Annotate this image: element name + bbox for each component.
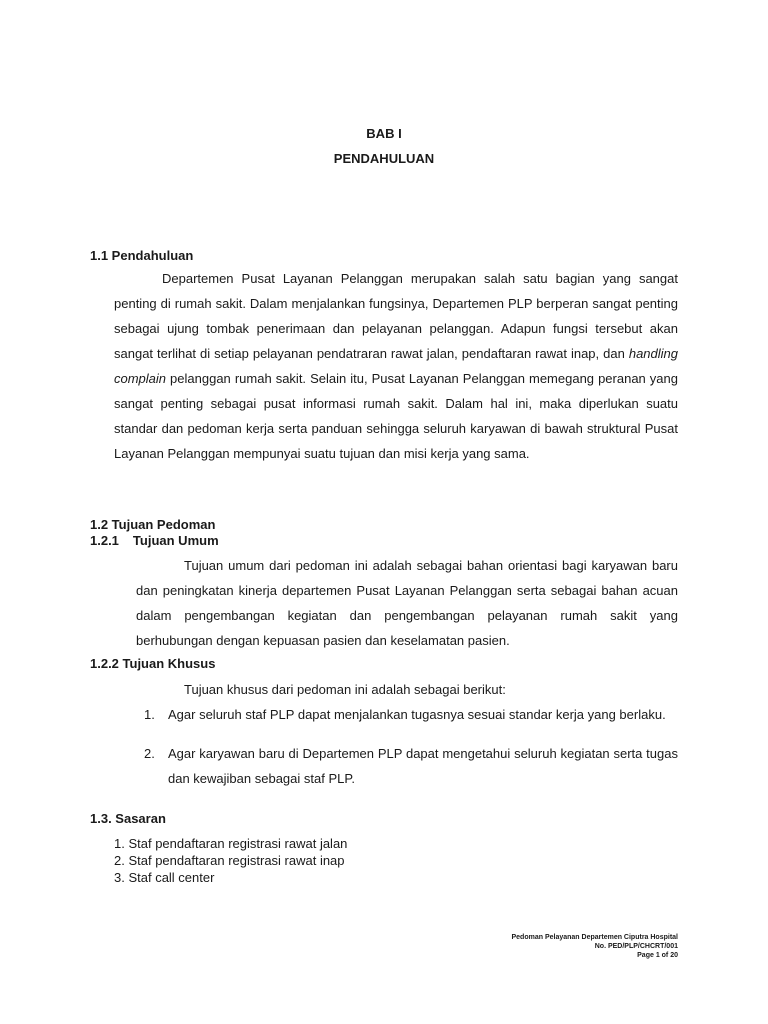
sasaran-item: 2. Staf pendaftaran registrasi rawat inap [114, 853, 345, 868]
section-heading-1-1: 1.1 Pendahuluan [90, 248, 194, 263]
paragraph-italic-term: handling complain [114, 346, 678, 386]
list-item-number: 1. [144, 707, 155, 722]
subsection-heading-1-2-1 [90, 533, 219, 548]
subsection-heading-1-2-2: 1.2.2 Tujuan Khusus [90, 656, 216, 671]
section-heading-1-3: 1.3. Sasaran [90, 811, 166, 826]
subsection-number: 1.2.1 [90, 533, 119, 548]
list-item-text: Agar seluruh staf PLP dapat menjalankan tugasnya sesuai standar kerja yang berlaku. [168, 707, 666, 722]
list-item-text: Agar karyawan baru di Departemen PLP dapat mengetahui seluruh kegiatan serta tugas dan kewajiban sebagai staf PLP. [168, 746, 678, 786]
sasaran-item: 3. Staf call center [114, 870, 215, 885]
list-item-number: 2. [144, 746, 155, 761]
list-item [144, 741, 678, 791]
footer [512, 933, 679, 960]
section-1-1-paragraph [114, 266, 678, 466]
paragraph-text-part2: pelanggan rumah sakit. Selain itu, Pusat Layanan Pelanggan memegang peranan yang sangat penting sebagai pusat informasi rumah sakit. Dalam hal ini, maka diperlukan suatu standar dan pedoman kerja serta panduan sehingga seluruh karyawan di bawah struktural Pusat Layanan Pelanggan mempunyai suatu tujuan dan misi kerja yang sama. [114, 371, 678, 461]
paragraph-text: Tujuan umum dari pedoman ini adalah sebagai bahan orientasi bagi karyawan baru dan peningkatan kinerja departemen Pusat Layanan Pelanggan serta sebagai bahan acuan dalam pengembangan kegiatan dan pengembangan pelayanan rumah sakit yang berhubungan dengan kepuasan pasien dan keselamatan pasien. [136, 558, 678, 648]
footer-document-number: No. PED/PLP/CHCRT/001 [594, 943, 678, 950]
footer-document-title: Pedoman Pelayanan Departemen Ciputra Hospital [511, 934, 678, 941]
sasaran-item: 1. Staf pendaftaran registrasi rawat jalan [114, 836, 348, 851]
subsection-title: Tujuan Umum [132, 533, 219, 548]
section-heading-1-2: 1.2 Tujuan Pedoman [90, 517, 216, 532]
section-1-2-2-intro: Tujuan khusus dari pedoman ini adalah sebagai berikut: [184, 682, 506, 697]
footer-page-number: Page 1 of 20 [637, 952, 678, 959]
section-1-2-1-paragraph [136, 553, 678, 653]
chapter-number: BAB I [366, 126, 402, 141]
paragraph-text-part1: Departemen Pusat Layanan Pelanggan merupakan salah satu bagian yang sangat penting di rumah sakit. Dalam menjalankan fungsinya, Departemen PLP berperan sangat penting sebagai ujung tombak penerimaan dan pelayanan pelanggan. Adapun fungsi tersebut akan sangat terlihat di setiap pelayanan pendatraran rawat jalan, pendaftaran rawat inap, dan [114, 271, 678, 361]
chapter-title: PENDAHULUAN [333, 151, 435, 166]
